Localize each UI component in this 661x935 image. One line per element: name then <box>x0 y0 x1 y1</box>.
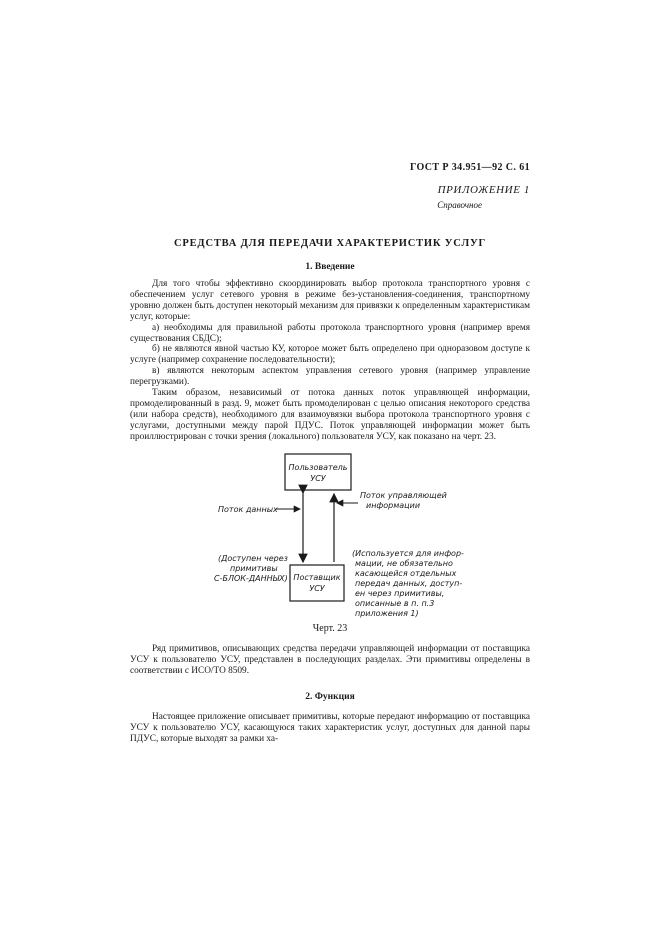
right-note-line6: описанные в п. п.3 <box>355 599 435 608</box>
data-flow-label: Поток данных <box>218 505 278 514</box>
section-2-body <box>130 712 530 745</box>
right-note-line2: мации, не обязательно <box>355 559 453 568</box>
left-note-line2: примитивы <box>230 564 278 573</box>
paragraph: Настоящее приложение описывает примитивы, которые передают информацию от поставщика УСУ к пользователю УСУ, касающуюся таких характеристик услуг, доступных для данной пары ПДУС, которые выходят за рамки ха- <box>130 712 530 744</box>
provider-ssu-box <box>290 565 344 601</box>
user-ssu-box <box>285 454 351 490</box>
figure-caption: Черт. 23 <box>312 623 348 634</box>
paragraph: Ряд примитивов, описывающих средства передачи управляющей информации от поставщика УСУ к пользователю УСУ, представлен в последующих разделах. Эти примитивы определены в соответствии с ИСО/ТО 8509. <box>130 644 530 676</box>
list-item-a: а) необходимы для правильной работы протокола транспортного уровня (например время существования СБДС); <box>130 322 530 344</box>
user-box-line1: Пользователь <box>288 463 348 472</box>
section-1-heading: 1. Введение <box>305 262 355 272</box>
figure-23-diagram <box>200 440 480 620</box>
paragraph: Таким образом, независимый от потока данных поток управляющей информации, промоделированный в разд. 9, может быть промоделирован с целью описания некоторого средства (или набора средств), необходимого для взаимоувязки выбора протокола транспортного уровня с услугами, доступными между парой ПДУС. Поток управляющей информации может быть проиллюстрирован с точки зрения (локального) пользователя УСУ, как показано на черт. 23. <box>130 388 530 442</box>
control-flow-label-line2: информации <box>366 501 421 510</box>
right-note-line4: передач данных, доступ- <box>355 579 463 588</box>
after-figure-text <box>130 644 530 677</box>
left-note-line3: С-БЛОК-ДАННЫХ) <box>214 574 288 583</box>
right-note-line1: (Используется для инфор- <box>352 549 464 558</box>
provider-box-line2: УСУ <box>309 584 325 593</box>
section-2-heading: 2. Функция <box>305 692 355 702</box>
appendix-type: Справочное <box>437 200 482 210</box>
list-item-b: б) не являются явной частью КУ, которое может быть определено при одноразовом доступе к услуге (например сохранение последовательности); <box>130 344 530 366</box>
document-code: ГОСТ Р 34.951—92 С. 61 <box>409 162 530 173</box>
right-note-line3: касающейся отдельных <box>355 569 457 578</box>
right-note-line7: приложения 1) <box>355 609 419 618</box>
control-flow-label-line1: Поток управляющей <box>360 491 447 500</box>
appendix-title: ПРИЛОЖЕНИЕ 1 <box>437 184 530 196</box>
section-1-body <box>130 279 530 443</box>
list-item-c: в) являются некоторым аспектом управления сетевого уровня (например управление перегрузками). <box>130 366 530 388</box>
provider-box-line1: Поставщик <box>293 573 341 582</box>
user-box-line2: УСУ <box>310 474 326 483</box>
right-note-line5: ен через примитивы, <box>355 589 445 598</box>
left-note-line1: (Доступен через <box>218 554 288 563</box>
paragraph: Для того чтобы эффективно скоординировать выбор протокола транспортного уровня с обеспечением услуг сетевого уровня в режиме без-установления-соединения, транспортному уровню должен быть доступен некоторый механизм для привязки к определенным характеристикам услуг, которые: <box>130 279 530 322</box>
document-title: СРЕДСТВА ДЛЯ ПЕРЕДАЧИ ХАРАКТЕРИСТИК УСЛУГ <box>174 238 486 249</box>
